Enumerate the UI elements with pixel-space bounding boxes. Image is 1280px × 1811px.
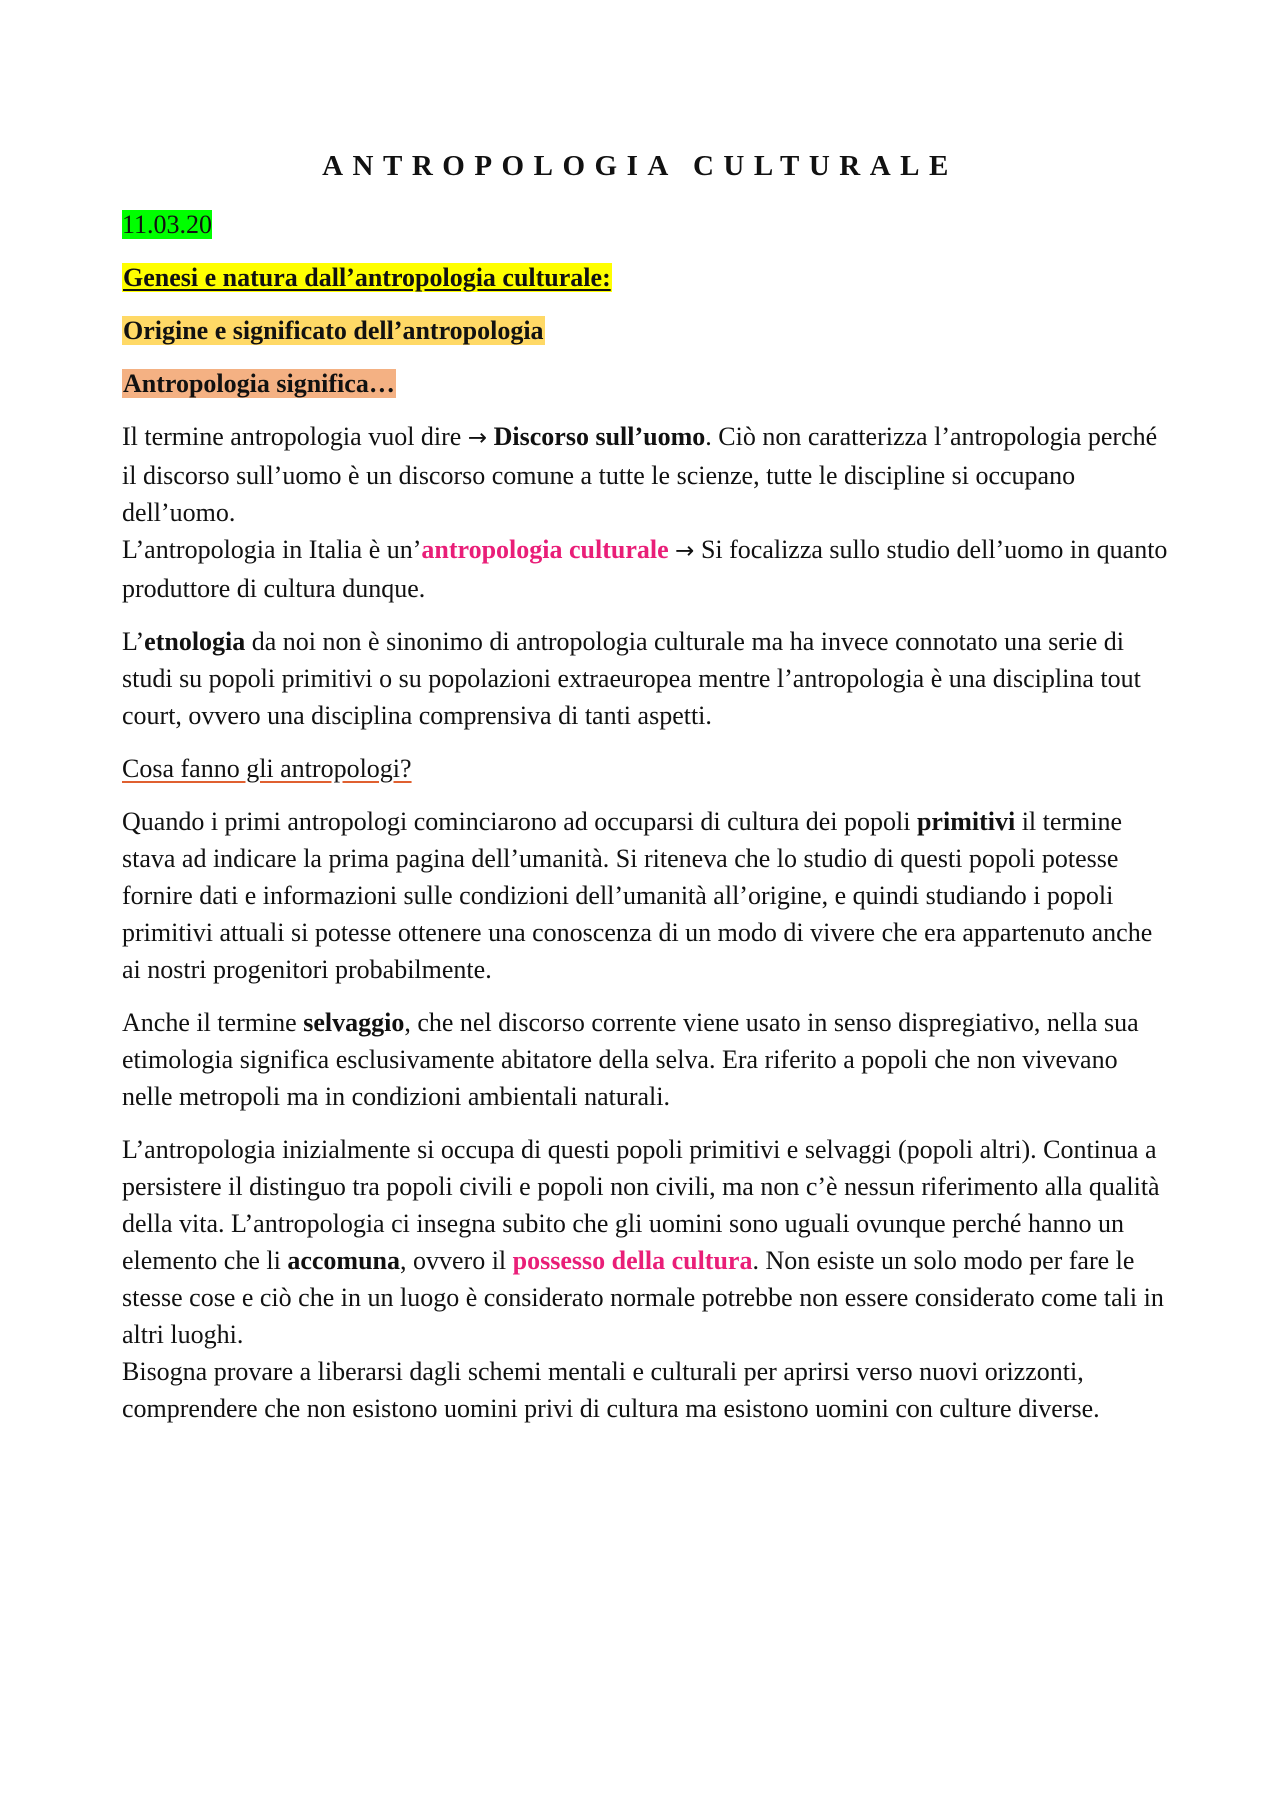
text-run: L’antropologia in Italia è un’ — [122, 535, 422, 564]
paragraph-etnologia — [122, 623, 1172, 734]
text-run: Il termine antropologia vuol dire — [122, 422, 468, 451]
heading-significa — [122, 365, 1172, 402]
text-run: . Non esiste un solo modo per fare le stesse cose e ciò che in un luogo è considerato normale potrebbe non essere considerato come tali in altri luoghi. — [122, 1246, 1164, 1349]
bold-run: Discorso sull’uomo — [487, 422, 706, 451]
paragraph-termine — [122, 418, 1172, 531]
bold-run: primitivi — [916, 807, 1016, 836]
text-run: da noi non è sinonimo di antropologia culturale ma ha invece connotato una serie di studi su popoli primitivi o su popolazioni extraeuropea mentre l’antropologia è una disciplina tout court, ovvero una disciplina comprensiva di tanti aspetti. — [122, 627, 1141, 730]
pink-emphasis: possesso della cultura — [512, 1246, 753, 1275]
text-run: il termine stava ad indicare la prima pagina dell’umanità. Si riteneva che lo studio di questi popoli potesse fornire dati e informazioni sulle condizioni dell’umanità all’origine, e quindi studiando i popoli primitivi attuali si potesse ottenere una conoscenza di un modo di vivere che era appartenuto anche ai nostri progenitori probabilmente. — [122, 807, 1153, 984]
date-line — [122, 206, 1172, 243]
paragraph-inizialmente — [122, 1131, 1172, 1353]
heading-significa-text: Antropologia significa… — [123, 369, 395, 398]
document-title: ANTROPOLOGIA CULTURALE — [322, 150, 958, 182]
text-run: Si focalizza sullo studio dell’uomo in quanto produttore di cultura dunque. — [122, 535, 1168, 603]
paragraph-bisogna: Bisogna provare a liberarsi dagli schemi mentali e culturali per aprirsi verso nuovi orizzonti, comprendere che non esistono uomini privi di cultura ma esistono uomini con culture diverse. — [122, 1357, 1100, 1423]
paragraph-selvaggio — [122, 1004, 1172, 1115]
bold-run: etnologia — [144, 627, 246, 656]
question-text: Cosa fanno gli antropologi? — [122, 754, 412, 783]
bold-run: selvaggio — [303, 1008, 405, 1037]
text-run: , che nel discorso corrente viene usato in senso dispregiativo, nella sua etimologia significa esclusivamente abitatore della selva. Era riferito a popoli che non vivevano nelle metropoli ma in condizioni ambientali naturali. — [122, 1008, 1139, 1111]
arrow-right-icon: → — [675, 538, 695, 564]
heading-origine-text: Origine e significato dell’antropologia — [123, 316, 544, 345]
text-run: Quando i primi antropologi cominciarono ad occuparsi di cultura dei popoli — [122, 807, 917, 836]
date-highlight: 11.03.20 — [122, 210, 213, 239]
text-run: L’ — [122, 627, 145, 656]
question-line — [122, 750, 1172, 787]
bold-run: accomuna — [287, 1246, 400, 1275]
arrow-right-icon: → — [467, 425, 488, 451]
text-run: , ovvero il — [400, 1246, 513, 1275]
paragraph-italia — [122, 531, 1172, 607]
heading-origine — [122, 312, 1172, 349]
text-run: Anche il termine — [122, 1008, 304, 1037]
text-run: L’antropologia inizialmente si occupa di questi popoli primitivi e selvaggi (popoli altri). Continua a persistere il distinguo tra popoli civili e popoli non civili, ma non c’è nessun riferimento alla qualità della vita. L’antropologia ci insegna subito che gli uomini sono uguali ovunque perché hanno un elemento che li — [122, 1135, 1160, 1275]
pink-emphasis: antropologia culturale — [421, 535, 669, 564]
text-run: . Ciò non caratterizza l’antropologia perché il discorso sull’uomo è un discorso comune a tutte le scienze, tutte le discipline si occupano dell’uomo. — [122, 422, 1158, 527]
paragraph-primitivi — [122, 803, 1172, 988]
document-body — [122, 206, 1172, 1443]
heading-genesi-text: Genesi e natura dall’antropologia culturale: — [123, 263, 611, 292]
heading-genesi — [122, 259, 1172, 296]
